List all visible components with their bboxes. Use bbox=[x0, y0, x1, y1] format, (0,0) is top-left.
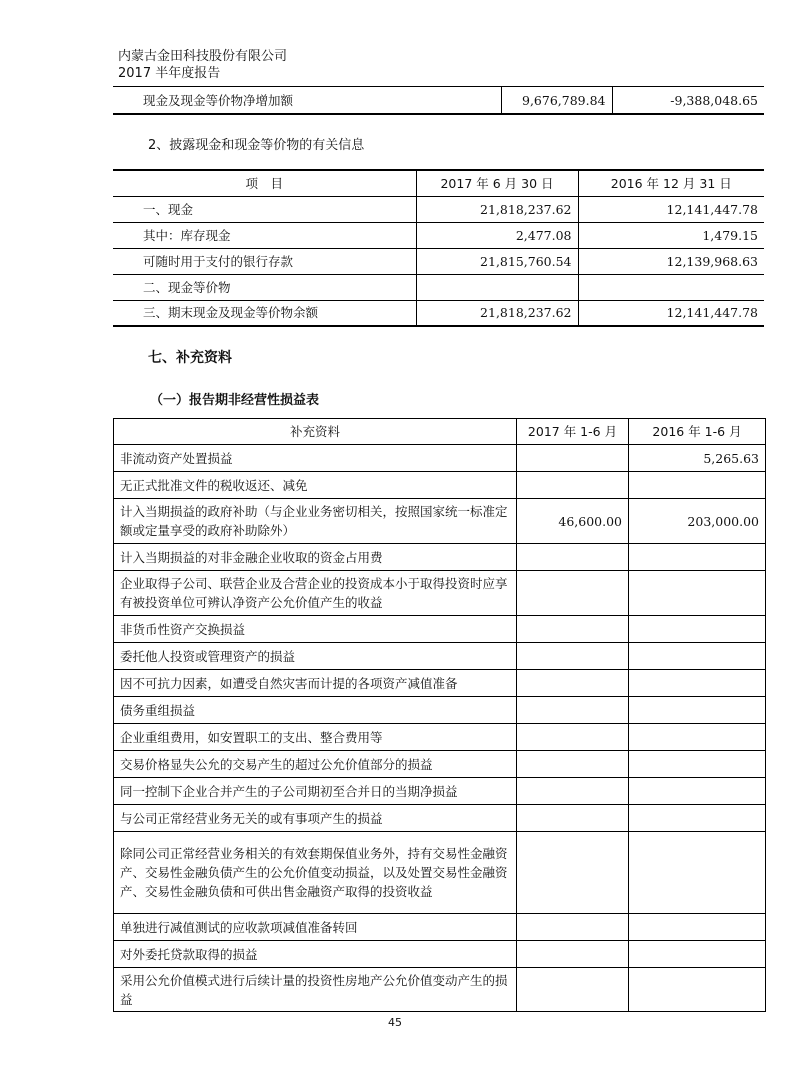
row-label: 一、现金 bbox=[113, 196, 416, 222]
table-header-row bbox=[114, 419, 766, 445]
cell-2017 bbox=[517, 445, 629, 472]
table-row bbox=[113, 196, 764, 222]
cell-2016 bbox=[629, 670, 766, 697]
cell-2016 bbox=[629, 472, 766, 499]
table-row bbox=[114, 616, 766, 643]
table-row bbox=[114, 968, 766, 1012]
cell-2016 bbox=[629, 968, 766, 1012]
col-header-2016: 2016 年 12 月 31 日 bbox=[578, 170, 764, 196]
row-label: 可随时用于支付的银行存款 bbox=[113, 248, 416, 274]
net-increase-table bbox=[113, 87, 764, 115]
cell-2016: 1,479.15 bbox=[578, 222, 764, 248]
row-label: 与公司正常经营业务无关的或有事项产生的损益 bbox=[114, 805, 517, 832]
cell-2017: 2,477.08 bbox=[416, 222, 578, 248]
non-recurring-table bbox=[113, 418, 766, 1012]
cell-2017 bbox=[517, 778, 629, 805]
cell-2016 bbox=[629, 941, 766, 968]
row-label: 企业取得子公司、联营企业及合营企业的投资成本小于取得投资时应享有被投资单位可辨认净资产公允价值产生的收益 bbox=[114, 571, 517, 616]
cash-table bbox=[113, 169, 764, 327]
cell-2016 bbox=[629, 751, 766, 778]
row-label: 同一控制下企业合并产生的子公司期初至合并日的当期净损益 bbox=[114, 778, 517, 805]
cell-2017 bbox=[517, 914, 629, 941]
row-label: 二、现金等价物 bbox=[113, 274, 416, 300]
row-label: 非流动资产处置损益 bbox=[114, 445, 517, 472]
col-header-2017: 2017 年 6 月 30 日 bbox=[416, 170, 578, 196]
row-label: 三、期末现金及现金等价物余额 bbox=[113, 300, 416, 326]
table-row bbox=[114, 445, 766, 472]
cell-2016 bbox=[629, 778, 766, 805]
cell-2016 bbox=[578, 274, 764, 300]
table-row bbox=[114, 544, 766, 571]
cell-2017 bbox=[517, 544, 629, 571]
subsection-title: （一）报告期非经营性损益表 bbox=[150, 393, 320, 408]
previous-value: -9,388,048.65 bbox=[612, 87, 764, 114]
table-row bbox=[113, 222, 764, 248]
row-label: 现金及现金等价物净增加额 bbox=[113, 87, 501, 114]
row-label: 对外委托贷款取得的损益 bbox=[114, 941, 517, 968]
cell-2016: 12,139,968.63 bbox=[578, 248, 764, 274]
cell-2017 bbox=[517, 968, 629, 1012]
page-number: 45 bbox=[388, 1016, 402, 1029]
row-label: 债务重组损益 bbox=[114, 697, 517, 724]
row-label: 非货币性资产交换损益 bbox=[114, 616, 517, 643]
cell-2016 bbox=[629, 571, 766, 616]
note2-title: 2、披露现金和现金等价物的有关信息 bbox=[148, 138, 365, 153]
cell-2016 bbox=[629, 724, 766, 751]
cell-2017: 21,818,237.62 bbox=[416, 196, 578, 222]
row-label: 企业重组费用，如安置职工的支出、整合费用等 bbox=[114, 724, 517, 751]
cell-2017 bbox=[416, 274, 578, 300]
table-row bbox=[114, 499, 766, 544]
header-company: 内蒙古金田科技股份有限公司 bbox=[118, 49, 288, 64]
cell-2016 bbox=[629, 616, 766, 643]
table-row bbox=[113, 274, 764, 300]
col-header-2016: 2016 年 1-6 月 bbox=[629, 419, 766, 445]
current-value: 9,676,789.84 bbox=[501, 87, 612, 114]
cell-2016 bbox=[629, 914, 766, 941]
row-label: 委托他人投资或管理资产的损益 bbox=[114, 643, 517, 670]
table-row bbox=[114, 778, 766, 805]
cell-2017 bbox=[517, 941, 629, 968]
cell-2016 bbox=[629, 643, 766, 670]
cell-2017 bbox=[517, 643, 629, 670]
cell-2017: 21,815,760.54 bbox=[416, 248, 578, 274]
table-row bbox=[113, 248, 764, 274]
table-header-row bbox=[113, 170, 764, 196]
table-row bbox=[114, 472, 766, 499]
table-row bbox=[114, 697, 766, 724]
row-label: 计入当期损益的政府补助（与企业业务密切相关，按照国家统一标准定额或定量享受的政府补助除外） bbox=[114, 499, 517, 544]
row-label: 采用公允价值模式进行后续计量的投资性房地产公允价值变动产生的损益 bbox=[114, 968, 517, 1012]
row-label: 其中：库存现金 bbox=[113, 222, 416, 248]
cell-2016: 203,000.00 bbox=[629, 499, 766, 544]
cell-2016: 12,141,447.78 bbox=[578, 300, 764, 326]
row-label: 交易价格显失公允的交易产生的超过公允价值部分的损益 bbox=[114, 751, 517, 778]
cell-2016: 12,141,447.78 bbox=[578, 196, 764, 222]
table-row bbox=[113, 87, 764, 114]
cell-2016 bbox=[629, 544, 766, 571]
cell-2017 bbox=[517, 472, 629, 499]
cell-2016: 5,265.63 bbox=[629, 445, 766, 472]
table-row bbox=[114, 643, 766, 670]
cell-2017: 46,600.00 bbox=[517, 499, 629, 544]
row-label: 无正式批准文件的税收返还、减免 bbox=[114, 472, 517, 499]
cell-2017: 21,818,237.62 bbox=[416, 300, 578, 326]
cell-2017 bbox=[517, 832, 629, 914]
table-row bbox=[114, 832, 766, 914]
cell-2017 bbox=[517, 670, 629, 697]
header-report: 2017 半年度报告 bbox=[118, 66, 221, 81]
cell-2016 bbox=[629, 832, 766, 914]
cell-2017 bbox=[517, 571, 629, 616]
cell-2016 bbox=[629, 697, 766, 724]
row-label: 计入当期损益的对非金融企业收取的资金占用费 bbox=[114, 544, 517, 571]
section-title: 七、补充资料 bbox=[148, 350, 232, 366]
table-row bbox=[114, 805, 766, 832]
cell-2016 bbox=[629, 805, 766, 832]
col-header-item: 项 目 bbox=[113, 170, 416, 196]
row-label: 因不可抗力因素，如遭受自然灾害而计提的各项资产减值准备 bbox=[114, 670, 517, 697]
cell-2017 bbox=[517, 724, 629, 751]
cell-2017 bbox=[517, 697, 629, 724]
cell-2017 bbox=[517, 616, 629, 643]
table-row bbox=[114, 751, 766, 778]
col-header-item: 补充资料 bbox=[114, 419, 517, 445]
table-row bbox=[114, 724, 766, 751]
table-row bbox=[114, 914, 766, 941]
cell-2017 bbox=[517, 805, 629, 832]
row-label: 除同公司正常经营业务相关的有效套期保值业务外，持有交易性金融资产、交易性金融负债产生的公允价值变动损益，以及处置交易性金融资产、交易性金融负债和可供出售金融资产取得的投资收益 bbox=[114, 832, 517, 914]
table-row bbox=[114, 670, 766, 697]
col-header-2017: 2017 年 1-6 月 bbox=[517, 419, 629, 445]
table-row bbox=[114, 941, 766, 968]
table-row bbox=[113, 300, 764, 326]
row-label: 单独进行减值测试的应收款项减值准备转回 bbox=[114, 914, 517, 941]
cell-2017 bbox=[517, 751, 629, 778]
table-row bbox=[114, 571, 766, 616]
